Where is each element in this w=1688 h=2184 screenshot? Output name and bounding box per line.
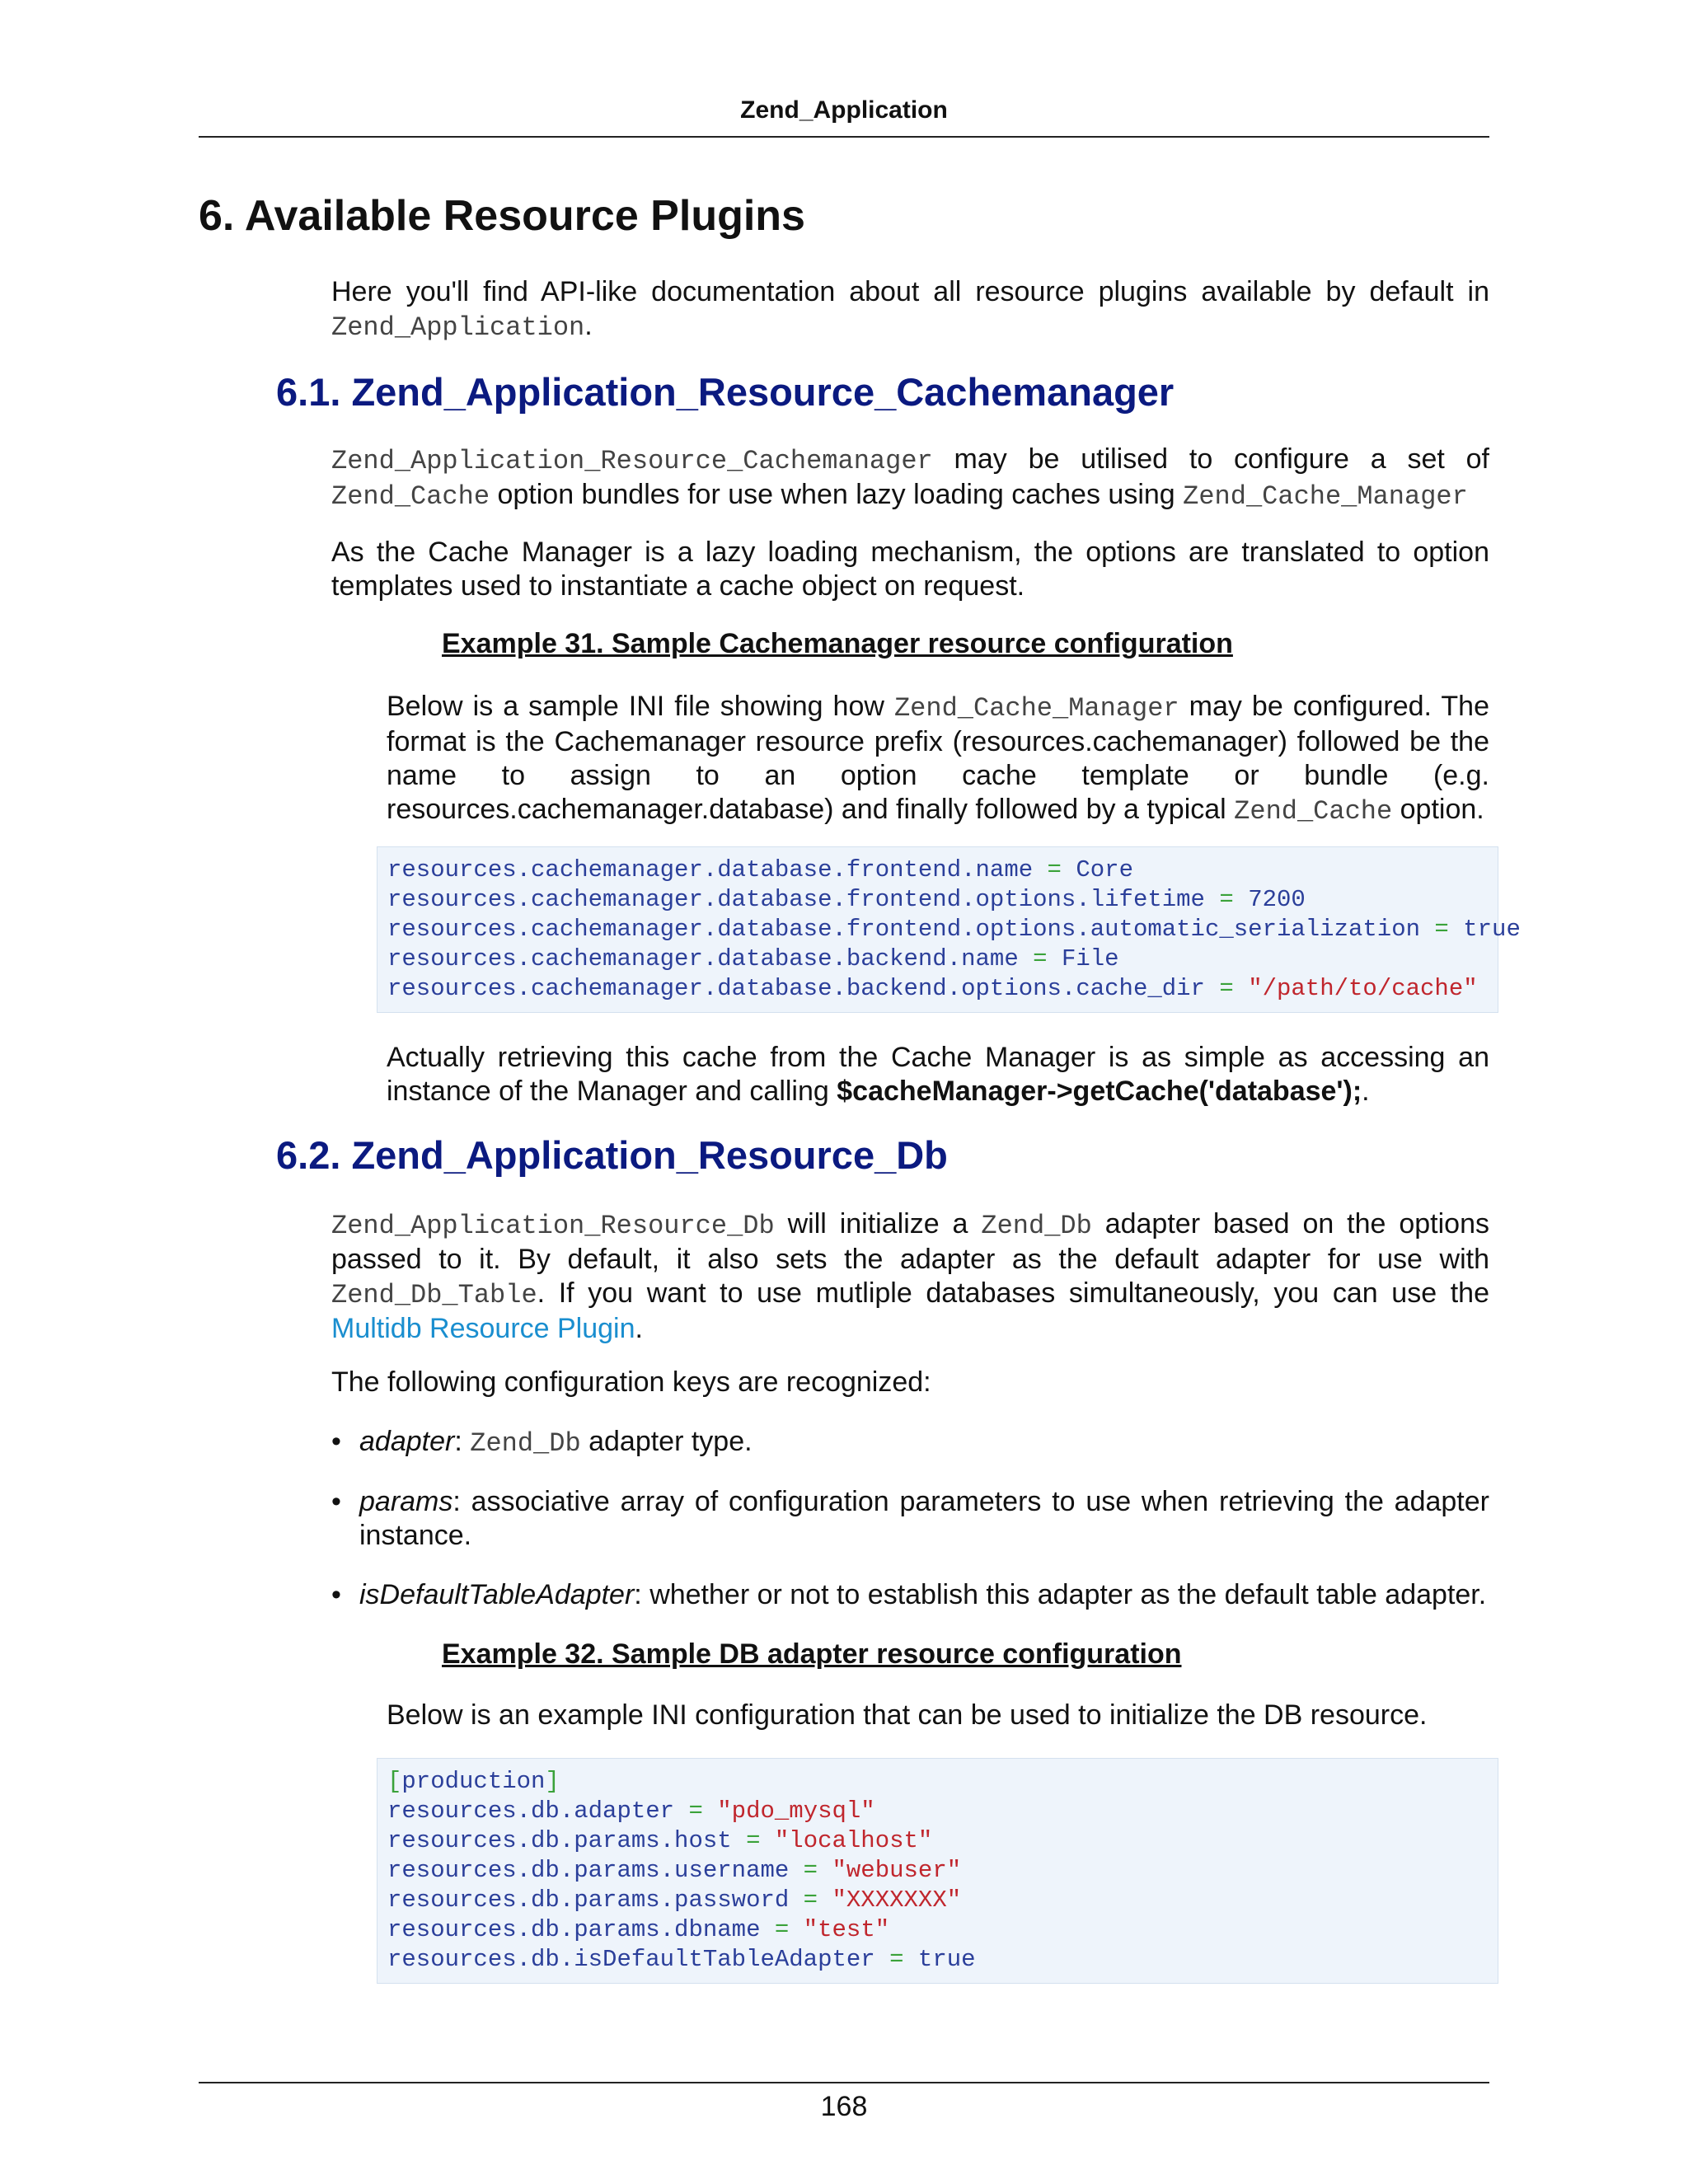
code-value: true: [1463, 916, 1521, 943]
code-operator: =: [1033, 856, 1076, 883]
intro-code: Zend_Application: [331, 312, 585, 343]
db-desc-text-3: . If you want to use mutliple databases simultaneously, you can use the: [537, 1277, 1489, 1309]
subsection-title-db: 6.2. Zend_Application_Resource_Db: [276, 1133, 948, 1177]
code-key: resources.cachemanager.database.frontend.options.automatic_serialization: [387, 916, 1421, 943]
code-value: "pdo_mysql": [717, 1797, 875, 1825]
code-zend-cache: Zend_Cache: [331, 481, 490, 512]
code-bracket: [: [387, 1768, 402, 1795]
code-line: [387, 1826, 1498, 1856]
example-31-text-1: Below is a sample INI file showing how: [387, 691, 894, 722]
header-rule: [199, 136, 1489, 138]
code-cachemanager-class: Zend_Application_Resource_Cachemanager: [331, 446, 933, 476]
code-value: "localhost": [774, 1827, 933, 1854]
code-line: [387, 1886, 1498, 1915]
example-31-text-2: may be configured. The format is the Cachemanager resource prefix (resources.cachemanager) followed be the name to assign to an option cache template or bundle (e.g. resources.cachemanager.database) and finally followed by a typical: [387, 691, 1490, 825]
code-zend-db-2: Zend_Db: [470, 1428, 581, 1459]
cachemanager-lazy-loading-text: As the Cache Manager is a lazy loading mechanism, the options are translated to option templates used to instantiate a cache object on request.: [331, 537, 1489, 602]
code-operator: =: [789, 1857, 832, 1884]
code-line: [387, 855, 1498, 885]
section-title: 6. Available Resource Plugins: [199, 192, 805, 240]
code-value: "test": [803, 1916, 890, 1943]
cachemanager-desc-text-2: option bundles for use when lazy loading caches using: [490, 479, 1184, 510]
code-operator: =: [1204, 975, 1249, 1002]
code-value: File: [1061, 945, 1119, 972]
code-block-cachemanager: [377, 846, 1521, 1013]
code-key: resources.db.params.username: [387, 1857, 790, 1884]
running-header: Zend_Application: [740, 96, 948, 124]
code-value: "XXXXXXX": [832, 1886, 962, 1914]
key-params-text: : associative array of configuration parameters to use when retrieving the adapter instance.: [359, 1486, 1489, 1551]
code-line: [387, 1797, 1498, 1826]
bullet-marker: •: [331, 1486, 341, 1517]
key-adapter-text: adapter type.: [580, 1426, 753, 1457]
code-value: "/path/to/cache": [1248, 975, 1478, 1002]
code-line: [387, 974, 1498, 1004]
code-operator: =: [731, 1827, 775, 1854]
db-desc-end: .: [635, 1313, 643, 1344]
page-number: 168: [820, 2091, 868, 2122]
code-operator: =: [760, 1916, 804, 1943]
key-is-default-table-adapter: isDefaultTableAdapter: [359, 1579, 635, 1610]
section-intro: [331, 275, 1489, 344]
code-section: production: [401, 1768, 546, 1795]
code-operator: =: [1018, 945, 1062, 972]
code-value: Core: [1076, 856, 1133, 883]
db-desc-text-1: will initialize a: [774, 1208, 982, 1240]
intro-end: .: [584, 310, 593, 341]
code-key: resources.db.params.password: [387, 1886, 790, 1914]
code-line: [387, 1767, 1498, 1797]
key-adapter-separator: :: [454, 1426, 471, 1457]
code-line: [387, 1856, 1498, 1886]
code-block-db: [377, 1758, 1498, 1984]
code-key: resources.cachemanager.database.backend.options.cache_dir: [387, 975, 1205, 1002]
cachemanager-desc-text-1: may be utilised to configure a set of: [932, 443, 1489, 475]
code-zend-cache-2: Zend_Cache: [1234, 796, 1393, 827]
code-line: [387, 944, 1498, 974]
code-line: [387, 915, 1521, 944]
code-zend-db-table: Zend_Db_Table: [331, 1280, 537, 1310]
bullet-marker: •: [331, 1426, 341, 1457]
code-db-class: Zend_Application_Resource_Db: [331, 1211, 775, 1241]
multidb-plugin-link[interactable]: Multidb Resource Plugin: [331, 1313, 635, 1344]
code-operator: =: [874, 1946, 918, 1973]
example-31-text-3: option.: [1392, 794, 1484, 825]
code-zend-cache-manager-2: Zend_Cache_Manager: [893, 693, 1179, 724]
bullet-marker: •: [331, 1579, 341, 1610]
db-desc-text-2: adapter based on the options passed to it. By default, it also sets the adapter as the default adapter for use with: [331, 1208, 1489, 1275]
example-32-title: Example 32. Sample DB adapter resource configuration: [442, 1638, 1182, 1670]
config-keys-intro: The following configuration keys are recognized:: [331, 1366, 931, 1398]
intro-text: Here you'll find API-like documentation about all resource plugins available by default in: [331, 276, 1489, 307]
code-key: resources.db.isDefaultTableAdapter: [387, 1946, 875, 1973]
retrieve-cache-text-1: Actually retrieving this cache from the Cache Manager is as simple as accessing an instance of the Manager and calling: [387, 1042, 1489, 1107]
code-zend-cache-manager: Zend_Cache_Manager: [1183, 481, 1468, 512]
code-value: "webuser": [832, 1857, 962, 1884]
key-adapter: adapter: [359, 1426, 455, 1457]
code-value: true: [917, 1946, 976, 1973]
code-key: resources.db.params.host: [387, 1827, 732, 1854]
example-32-description: Below is an example INI configuration that can be used to initialize the DB resource.: [387, 1699, 1428, 1731]
code-key: resources.cachemanager.database.backend.name: [387, 945, 1019, 972]
code-value: 7200: [1248, 886, 1306, 913]
code-key: resources.db.params.dbname: [387, 1916, 761, 1943]
example-31-description: [387, 690, 1489, 828]
code-bracket: ]: [545, 1768, 560, 1795]
key-is-default-table-adapter-text: : whether or not to establish this adapter as the default table adapter.: [634, 1579, 1487, 1610]
code-line: [387, 1945, 1498, 1975]
code-line: [387, 885, 1498, 915]
code-key: resources.db.adapter: [387, 1797, 675, 1825]
retrieve-cache-end: .: [1362, 1076, 1370, 1107]
example-31-title: Example 31. Sample Cachemanager resource configuration: [442, 628, 1233, 659]
footer-rule: [199, 2082, 1489, 2083]
retrieve-cache-text: [387, 1041, 1489, 1108]
code-operator: =: [1420, 916, 1464, 943]
get-cache-call: $cacheManager->getCache('database');: [837, 1076, 1362, 1107]
db-description: [331, 1207, 1489, 1346]
code-operator: =: [1204, 886, 1249, 913]
code-operator: =: [789, 1886, 832, 1914]
key-params: params: [359, 1486, 453, 1517]
cachemanager-description: [331, 443, 1489, 513]
code-zend-db: Zend_Db: [981, 1211, 1092, 1241]
code-key: resources.cachemanager.database.frontend.name: [387, 856, 1034, 883]
code-key: resources.cachemanager.database.frontend.options.lifetime: [387, 886, 1205, 913]
code-line: [387, 1915, 1498, 1945]
code-operator: =: [674, 1797, 718, 1825]
subsection-title-cachemanager: 6.1. Zend_Application_Resource_Cachemanager: [276, 370, 1175, 414]
